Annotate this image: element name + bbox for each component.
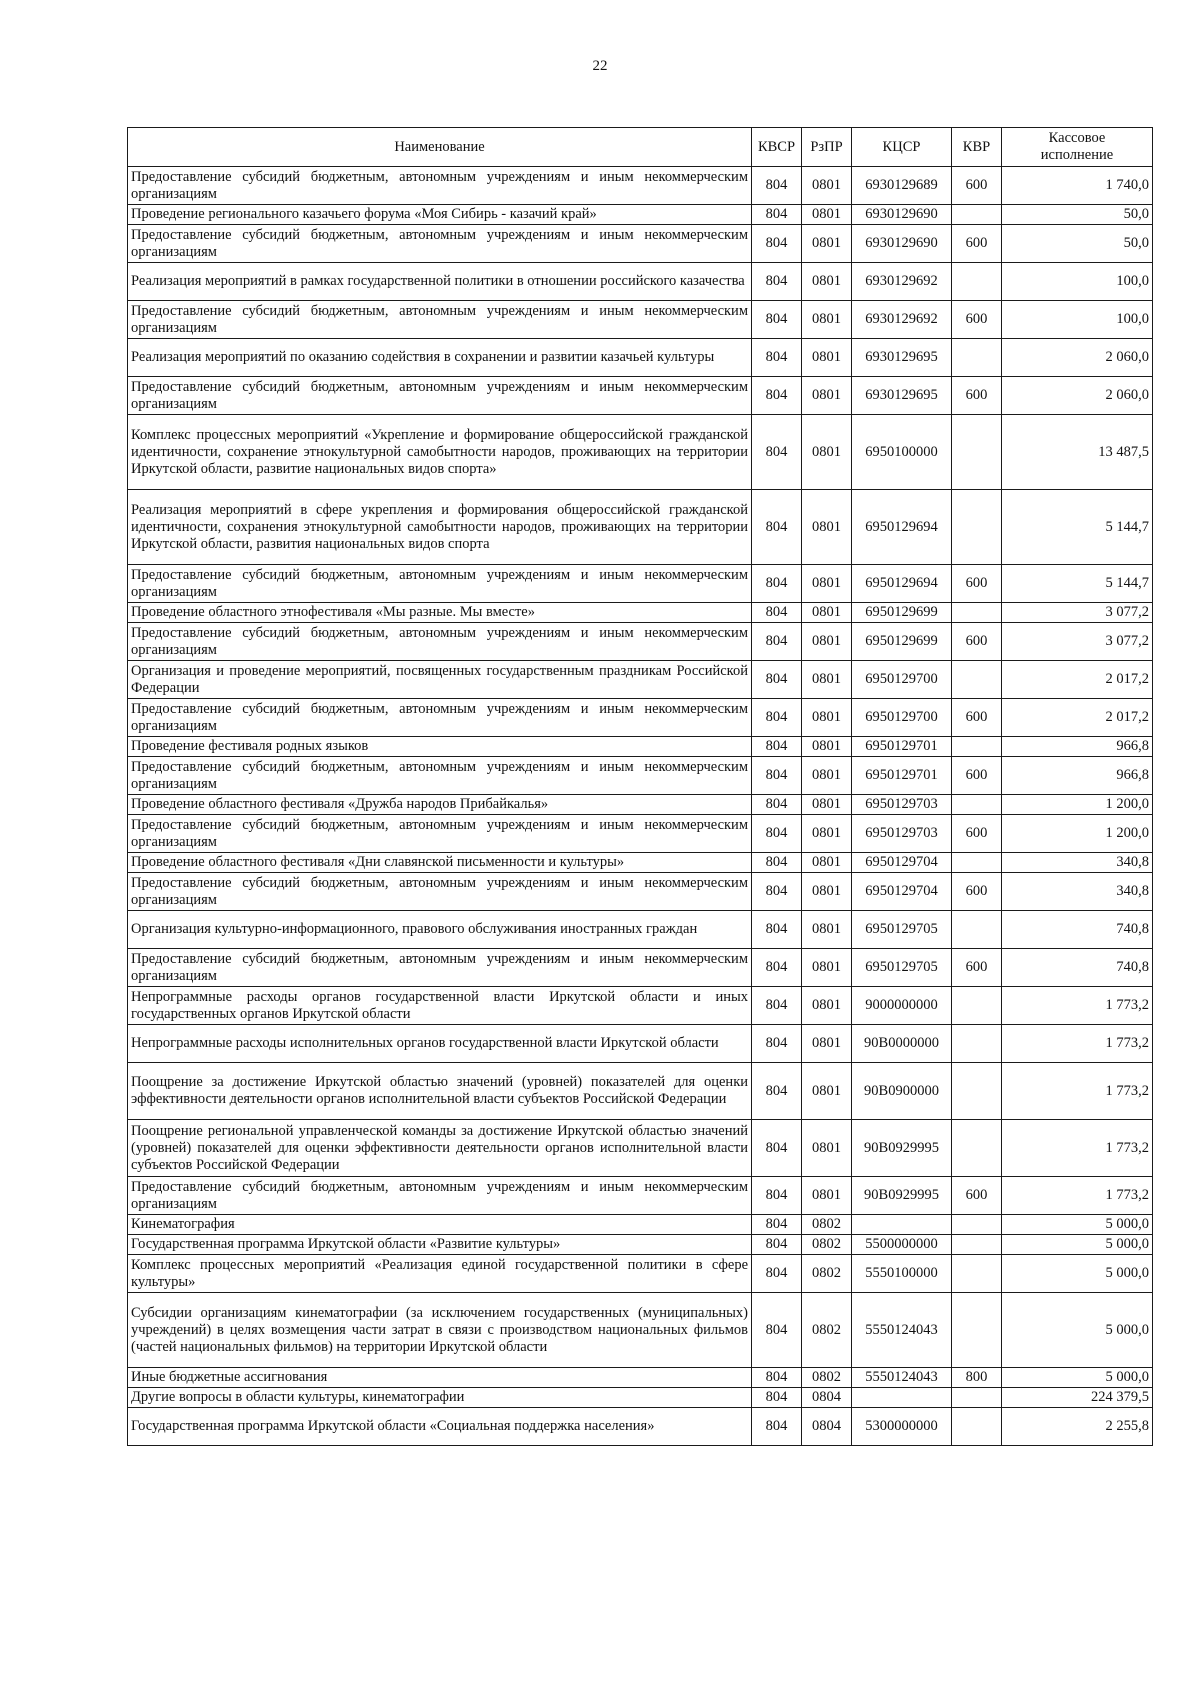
table-row — [128, 1368, 1153, 1388]
row-name-cell: Предоставление субсидий бюджетным, автономным учреждениям и иным некоммерческим организациям — [128, 623, 752, 661]
table-row — [128, 737, 1153, 757]
row-sum-cell: 740,8 — [1002, 949, 1153, 987]
table-row — [128, 339, 1153, 377]
row-sum-cell: 340,8 — [1002, 873, 1153, 911]
row-sum-cell: 1 773,2 — [1002, 1120, 1153, 1177]
table-row — [128, 873, 1153, 911]
row-kvr-cell: 600 — [952, 167, 1002, 205]
table-row — [128, 565, 1153, 603]
row-rzpr-cell: 0801 — [802, 339, 852, 377]
row-sum-cell: 2 017,2 — [1002, 661, 1153, 699]
row-kvr-cell — [952, 603, 1002, 623]
row-sum-cell: 50,0 — [1002, 205, 1153, 225]
row-kvr-cell: 600 — [952, 225, 1002, 263]
row-name-cell: Комплекс процессных мероприятий «Реализация единой государственной политики в сфере культуры» — [128, 1255, 752, 1293]
row-sum-cell: 5 144,7 — [1002, 565, 1153, 603]
table-row — [128, 1255, 1153, 1293]
row-sum-cell: 2 060,0 — [1002, 339, 1153, 377]
row-name-cell: Предоставление субсидий бюджетным, автономным учреждениям и иным некоммерческим организациям — [128, 949, 752, 987]
row-name-cell: Организация и проведение мероприятий, посвященных государственным праздникам Российской Федерации — [128, 661, 752, 699]
row-sum-cell: 2 255,8 — [1002, 1408, 1153, 1446]
table-row — [128, 1215, 1153, 1235]
row-kvr-cell — [952, 1025, 1002, 1063]
row-kcsr-cell: 5550124043 — [852, 1293, 952, 1368]
row-kcsr-cell: 6950129699 — [852, 623, 952, 661]
row-sum-cell: 1 200,0 — [1002, 815, 1153, 853]
row-rzpr-cell: 0802 — [802, 1255, 852, 1293]
row-kvsr-cell: 804 — [752, 699, 802, 737]
row-kcsr-cell: 6950129701 — [852, 757, 952, 795]
row-rzpr-cell: 0801 — [802, 1177, 852, 1215]
row-sum-cell: 2 060,0 — [1002, 377, 1153, 415]
row-sum-cell: 5 000,0 — [1002, 1368, 1153, 1388]
row-kcsr-cell: 90В0929995 — [852, 1120, 952, 1177]
row-sum-cell: 740,8 — [1002, 911, 1153, 949]
table-row — [128, 853, 1153, 873]
row-sum-cell: 100,0 — [1002, 301, 1153, 339]
row-kcsr-cell — [852, 1388, 952, 1408]
row-rzpr-cell: 0802 — [802, 1368, 852, 1388]
row-rzpr-cell: 0801 — [802, 167, 852, 205]
row-kcsr-cell: 6950129704 — [852, 853, 952, 873]
row-name-cell: Проведение регионального казачьего форума «Моя Сибирь - казачий край» — [128, 205, 752, 225]
row-kvr-cell — [952, 1120, 1002, 1177]
row-kvsr-cell: 804 — [752, 987, 802, 1025]
row-kvsr-cell: 804 — [752, 949, 802, 987]
row-kvsr-cell: 804 — [752, 1408, 802, 1446]
row-sum-cell: 1 773,2 — [1002, 1177, 1153, 1215]
row-name-cell: Проведение областного этнофестиваля «Мы разные. Мы вместе» — [128, 603, 752, 623]
table-row — [128, 1408, 1153, 1446]
row-sum-cell: 13 487,5 — [1002, 415, 1153, 490]
row-rzpr-cell: 0801 — [802, 757, 852, 795]
table-row — [128, 490, 1153, 565]
header-cash-execution — [1002, 128, 1153, 167]
row-kvr-cell — [952, 490, 1002, 565]
table-row — [128, 225, 1153, 263]
row-rzpr-cell: 0801 — [802, 873, 852, 911]
row-kcsr-cell: 9000000000 — [852, 987, 952, 1025]
row-kvsr-cell: 804 — [752, 263, 802, 301]
row-kvsr-cell: 804 — [752, 565, 802, 603]
row-rzpr-cell: 0801 — [802, 301, 852, 339]
row-kvsr-cell: 804 — [752, 815, 802, 853]
row-kcsr-cell: 6950129700 — [852, 699, 952, 737]
row-kvsr-cell: 804 — [752, 1255, 802, 1293]
row-name-cell: Проведение фестиваля родных языков — [128, 737, 752, 757]
row-kvsr-cell: 804 — [752, 1388, 802, 1408]
row-name-cell: Предоставление субсидий бюджетным, автономным учреждениям и иным некоммерческим организациям — [128, 873, 752, 911]
table-row — [128, 699, 1153, 737]
row-name-cell: Предоставление субсидий бюджетным, автономным учреждениям и иным некоммерческим организациям — [128, 377, 752, 415]
row-name-cell: Непрограммные расходы исполнительных органов государственной власти Иркутской области — [128, 1025, 752, 1063]
row-name-cell: Проведение областного фестиваля «Дружба народов Прибайкалья» — [128, 795, 752, 815]
row-kvsr-cell: 804 — [752, 757, 802, 795]
row-sum-cell: 50,0 — [1002, 225, 1153, 263]
header-cash-execution-line2: исполнение — [1040, 147, 1114, 163]
row-name-cell: Предоставление субсидий бюджетным, автономным учреждениям и иным некоммерческим организациям — [128, 225, 752, 263]
row-kvr-cell: 600 — [952, 873, 1002, 911]
row-kvr-cell — [952, 1063, 1002, 1120]
row-name-cell: Реализация мероприятий по оказанию содействия в сохранении и развитии казачьей культуры — [128, 339, 752, 377]
header-name: Наименование — [128, 128, 752, 167]
row-rzpr-cell: 0801 — [802, 490, 852, 565]
row-kvsr-cell: 804 — [752, 339, 802, 377]
table-row — [128, 415, 1153, 490]
row-kvr-cell: 600 — [952, 815, 1002, 853]
row-kvsr-cell: 804 — [752, 1293, 802, 1368]
row-kvr-cell — [952, 1408, 1002, 1446]
row-sum-cell: 1 200,0 — [1002, 795, 1153, 815]
row-kvsr-cell: 804 — [752, 853, 802, 873]
row-name-cell: Предоставление субсидий бюджетным, автономным учреждениям и иным некоммерческим организациям — [128, 699, 752, 737]
row-kcsr-cell: 6950129700 — [852, 661, 952, 699]
row-kvr-cell — [952, 737, 1002, 757]
header-cash-execution-line1: Кассовое — [1048, 130, 1106, 146]
row-sum-cell: 224 379,5 — [1002, 1388, 1153, 1408]
row-kcsr-cell — [852, 1215, 952, 1235]
row-name-cell: Другие вопросы в области культуры, кинематографии — [128, 1388, 752, 1408]
row-kcsr-cell: 6950129701 — [852, 737, 952, 757]
row-name-cell: Реализация мероприятий в рамках государственной политики в отношении российского казачества — [128, 263, 752, 301]
row-kcsr-cell: 6930129689 — [852, 167, 952, 205]
table-row — [128, 949, 1153, 987]
table-row — [128, 1293, 1153, 1368]
row-kcsr-cell: 6950129704 — [852, 873, 952, 911]
row-kvr-cell — [952, 853, 1002, 873]
row-kvr-cell: 600 — [952, 757, 1002, 795]
row-kvsr-cell: 804 — [752, 795, 802, 815]
row-kvr-cell: 600 — [952, 623, 1002, 661]
row-kvr-cell: 600 — [952, 301, 1002, 339]
row-kvsr-cell: 804 — [752, 1177, 802, 1215]
row-name-cell: Предоставление субсидий бюджетным, автономным учреждениям и иным некоммерческим организациям — [128, 565, 752, 603]
row-kvr-cell — [952, 911, 1002, 949]
row-rzpr-cell: 0801 — [802, 737, 852, 757]
row-sum-cell: 966,8 — [1002, 757, 1153, 795]
row-name-cell: Реализация мероприятий в сфере укрепления и формирования общероссийской гражданской идентичности, сохранения этнокультурной самобытности народов, проживающих на территории Иркутской области, развития национальных видов спорта — [128, 490, 752, 565]
row-kcsr-cell: 90В0900000 — [852, 1063, 952, 1120]
row-name-cell: Государственная программа Иркутской области «Социальная поддержка населения» — [128, 1408, 752, 1446]
row-name-cell: Государственная программа Иркутской области «Развитие культуры» — [128, 1235, 752, 1255]
table-row — [128, 301, 1153, 339]
row-name-cell: Комплекс процессных мероприятий «Укрепление и формирование общероссийской гражданской идентичности, сохранение этнокультурной самобытности народов, проживающих на территории Иркутской области, развитие национальных видов спорта» — [128, 415, 752, 490]
header-kcsr: КЦСР — [852, 128, 952, 167]
row-rzpr-cell: 0802 — [802, 1293, 852, 1368]
table-row — [128, 987, 1153, 1025]
row-name-cell: Предоставление субсидий бюджетным, автономным учреждениям и иным некоммерческим организациям — [128, 757, 752, 795]
row-rzpr-cell: 0804 — [802, 1408, 852, 1446]
row-kvsr-cell: 804 — [752, 167, 802, 205]
row-rzpr-cell: 0801 — [802, 661, 852, 699]
row-rzpr-cell: 0801 — [802, 853, 852, 873]
table-row — [128, 1063, 1153, 1120]
row-sum-cell: 1 773,2 — [1002, 1063, 1153, 1120]
table-row — [128, 1120, 1153, 1177]
table-row — [128, 1235, 1153, 1255]
row-name-cell: Предоставление субсидий бюджетным, автономным учреждениям и иным некоммерческим организациям — [128, 167, 752, 205]
row-kcsr-cell: 6950129705 — [852, 911, 952, 949]
row-name-cell: Предоставление субсидий бюджетным, автономным учреждениям и иным некоммерческим организациям — [128, 815, 752, 853]
row-kvr-cell — [952, 1235, 1002, 1255]
row-kvsr-cell: 804 — [752, 1120, 802, 1177]
row-kcsr-cell: 6950129694 — [852, 565, 952, 603]
row-kcsr-cell: 5550124043 — [852, 1368, 952, 1388]
row-rzpr-cell: 0801 — [802, 205, 852, 225]
row-kvr-cell — [952, 1388, 1002, 1408]
row-kvr-cell — [952, 795, 1002, 815]
row-sum-cell: 3 077,2 — [1002, 603, 1153, 623]
row-rzpr-cell: 0801 — [802, 263, 852, 301]
header-kvr: КВР — [952, 128, 1002, 167]
row-kvr-cell — [952, 339, 1002, 377]
table-row — [128, 795, 1153, 815]
row-kvr-cell — [952, 1293, 1002, 1368]
row-kvr-cell: 600 — [952, 949, 1002, 987]
row-rzpr-cell: 0801 — [802, 1063, 852, 1120]
row-name-cell: Предоставление субсидий бюджетным, автономным учреждениям и иным некоммерческим организациям — [128, 301, 752, 339]
row-rzpr-cell: 0801 — [802, 1025, 852, 1063]
row-kcsr-cell: 6950129703 — [852, 795, 952, 815]
row-sum-cell: 5 000,0 — [1002, 1215, 1153, 1235]
row-kcsr-cell: 6930129692 — [852, 263, 952, 301]
row-kcsr-cell: 90В0929995 — [852, 1177, 952, 1215]
row-kvr-cell — [952, 1215, 1002, 1235]
row-kvsr-cell: 804 — [752, 911, 802, 949]
row-kvsr-cell: 804 — [752, 661, 802, 699]
row-rzpr-cell: 0801 — [802, 225, 852, 263]
row-sum-cell: 966,8 — [1002, 737, 1153, 757]
row-sum-cell: 1 773,2 — [1002, 987, 1153, 1025]
row-kvr-cell — [952, 987, 1002, 1025]
row-rzpr-cell: 0801 — [802, 911, 852, 949]
row-rzpr-cell: 0801 — [802, 987, 852, 1025]
row-rzpr-cell: 0801 — [802, 949, 852, 987]
row-kvsr-cell: 804 — [752, 603, 802, 623]
row-kvsr-cell: 804 — [752, 301, 802, 339]
row-kvsr-cell: 804 — [752, 225, 802, 263]
row-name-cell: Организация культурно-информационного, правового обслуживания иностранных граждан — [128, 911, 752, 949]
row-rzpr-cell: 0801 — [802, 623, 852, 661]
table-body — [128, 167, 1153, 1446]
row-kcsr-cell: 6950100000 — [852, 415, 952, 490]
table-header-row — [128, 128, 1153, 167]
row-kvsr-cell: 804 — [752, 415, 802, 490]
row-kcsr-cell: 6930129692 — [852, 301, 952, 339]
row-sum-cell: 3 077,2 — [1002, 623, 1153, 661]
row-kvsr-cell: 804 — [752, 1025, 802, 1063]
row-kcsr-cell: 6930129690 — [852, 225, 952, 263]
row-kvr-cell — [952, 415, 1002, 490]
table-row — [128, 167, 1153, 205]
table-row — [128, 911, 1153, 949]
row-name-cell: Предоставление субсидий бюджетным, автономным учреждениям и иным некоммерческим организациям — [128, 1177, 752, 1215]
row-name-cell: Кинематография — [128, 1215, 752, 1235]
row-rzpr-cell: 0801 — [802, 603, 852, 623]
table-row — [128, 1177, 1153, 1215]
row-kcsr-cell: 6950129705 — [852, 949, 952, 987]
table-row — [128, 1388, 1153, 1408]
row-kcsr-cell: 6950129699 — [852, 603, 952, 623]
row-kvr-cell — [952, 661, 1002, 699]
page-number: 22 — [592, 58, 608, 74]
row-rzpr-cell: 0801 — [802, 1120, 852, 1177]
row-sum-cell: 100,0 — [1002, 263, 1153, 301]
row-kvsr-cell: 804 — [752, 377, 802, 415]
row-kvr-cell — [952, 205, 1002, 225]
row-kcsr-cell: 5550100000 — [852, 1255, 952, 1293]
row-kvsr-cell: 804 — [752, 623, 802, 661]
row-rzpr-cell: 0804 — [802, 1388, 852, 1408]
row-rzpr-cell: 0802 — [802, 1235, 852, 1255]
row-sum-cell: 340,8 — [1002, 853, 1153, 873]
row-sum-cell: 2 017,2 — [1002, 699, 1153, 737]
row-name-cell: Иные бюджетные ассигнования — [128, 1368, 752, 1388]
row-kvsr-cell: 804 — [752, 490, 802, 565]
row-rzpr-cell: 0801 — [802, 699, 852, 737]
table-row — [128, 377, 1153, 415]
row-rzpr-cell: 0801 — [802, 377, 852, 415]
row-kvr-cell: 600 — [952, 377, 1002, 415]
row-kvr-cell: 600 — [952, 1177, 1002, 1215]
row-kcsr-cell: 5500000000 — [852, 1235, 952, 1255]
header-kvsr: КВСР — [752, 128, 802, 167]
table-row — [128, 757, 1153, 795]
row-sum-cell: 1 773,2 — [1002, 1025, 1153, 1063]
row-kvr-cell: 800 — [952, 1368, 1002, 1388]
table-row — [128, 815, 1153, 853]
header-rzpr: РзПР — [802, 128, 852, 167]
row-kcsr-cell: 5300000000 — [852, 1408, 952, 1446]
row-name-cell: Проведение областного фестиваля «Дни славянской письменности и культуры» — [128, 853, 752, 873]
row-sum-cell: 5 000,0 — [1002, 1235, 1153, 1255]
row-kcsr-cell: 6950129694 — [852, 490, 952, 565]
row-name-cell: Поощрение региональной управленческой команды за достижение Иркутской областью значений (уровней) показателей для оценки эффективности деятельности органов исполнительной власти субъектов Российской Федерации — [128, 1120, 752, 1177]
row-kvsr-cell: 804 — [752, 1063, 802, 1120]
row-sum-cell: 5 000,0 — [1002, 1255, 1153, 1293]
row-sum-cell: 5 000,0 — [1002, 1293, 1153, 1368]
table-row — [128, 1025, 1153, 1063]
table-row — [128, 205, 1153, 225]
row-kvsr-cell: 804 — [752, 737, 802, 757]
table-row — [128, 263, 1153, 301]
row-kcsr-cell: 6930129690 — [852, 205, 952, 225]
row-kcsr-cell: 6930129695 — [852, 339, 952, 377]
row-kvr-cell — [952, 1255, 1002, 1293]
row-rzpr-cell: 0801 — [802, 565, 852, 603]
row-kvr-cell — [952, 263, 1002, 301]
row-kcsr-cell: 6950129703 — [852, 815, 952, 853]
row-kvsr-cell: 804 — [752, 1235, 802, 1255]
row-kvr-cell: 600 — [952, 565, 1002, 603]
row-kcsr-cell: 6930129695 — [852, 377, 952, 415]
table-row — [128, 623, 1153, 661]
row-sum-cell: 1 740,0 — [1002, 167, 1153, 205]
row-rzpr-cell: 0801 — [802, 815, 852, 853]
row-kcsr-cell: 90В0000000 — [852, 1025, 952, 1063]
row-kvsr-cell: 804 — [752, 873, 802, 911]
table-row — [128, 603, 1153, 623]
row-kvsr-cell: 804 — [752, 205, 802, 225]
row-name-cell: Непрограммные расходы органов государственной власти Иркутской области и иных государственных органов Иркутской области — [128, 987, 752, 1025]
row-kvsr-cell: 804 — [752, 1368, 802, 1388]
row-rzpr-cell: 0802 — [802, 1215, 852, 1235]
row-rzpr-cell: 0801 — [802, 795, 852, 815]
table-row — [128, 661, 1153, 699]
row-kvr-cell: 600 — [952, 699, 1002, 737]
row-name-cell: Субсидии организациям кинематографии (за исключением государственных (муниципальных) учреждений) в целях возмещения части затрат в связи с производством национальных фильмов (частей национальных фильмов) на территории Иркутской области — [128, 1293, 752, 1368]
budget-table — [127, 127, 1153, 1446]
row-kvsr-cell: 804 — [752, 1215, 802, 1235]
row-rzpr-cell: 0801 — [802, 415, 852, 490]
row-name-cell: Поощрение за достижение Иркутской областью значений (уровней) показателей для оценки эффективности деятельности органов исполнительной власти субъектов Российской Федерации — [128, 1063, 752, 1120]
row-sum-cell: 5 144,7 — [1002, 490, 1153, 565]
